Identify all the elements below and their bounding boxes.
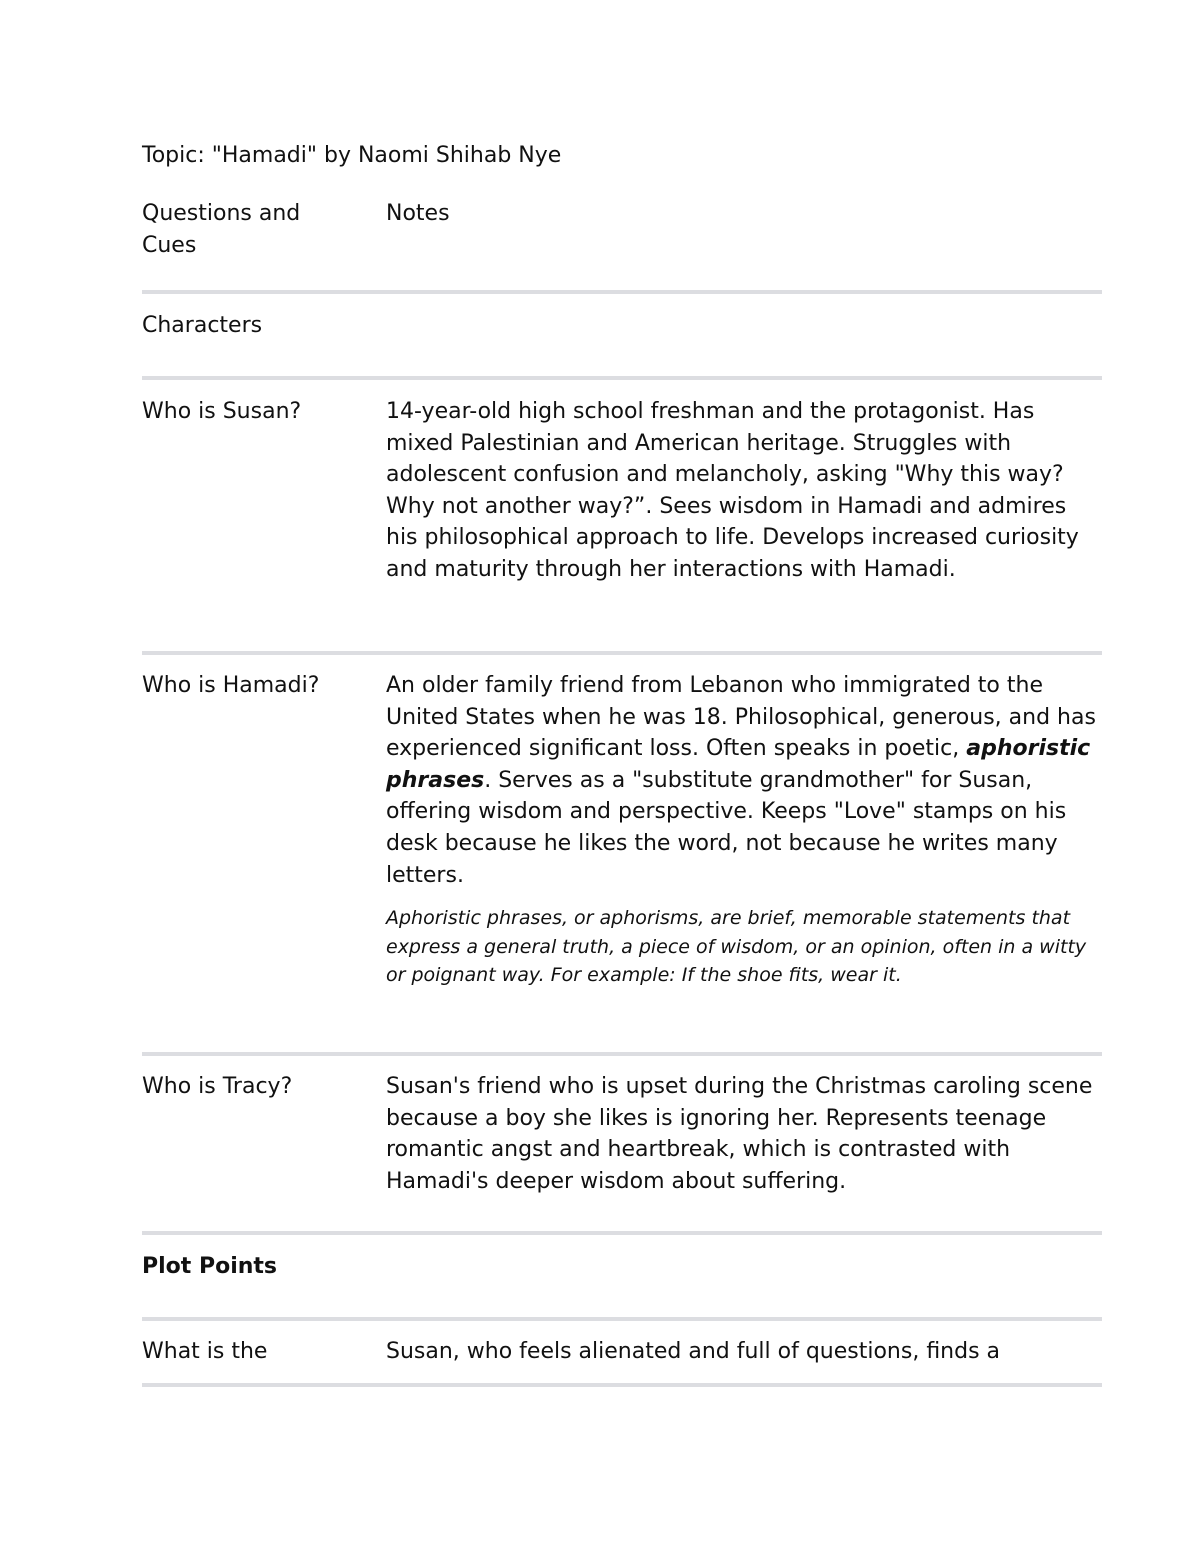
characters-section-label: Characters bbox=[142, 313, 263, 338]
row-divider bbox=[142, 1317, 1102, 1321]
hamadi-note-ending: . Serves as a "substitute grandmother" for Susan, offering wisdom and perspective. Keeps "Love" stamps on his desk because he likes the word, not because he writes many letters. bbox=[386, 767, 1067, 888]
hamadi-note-intro: An older family friend from Lebanon who immigrated to the United States when he was 18. Philosophical, generous, and has experienced significant loss. Often speaks in poetic, bbox=[386, 673, 1096, 762]
row-divider bbox=[142, 651, 1102, 655]
tracy-question: Who is Tracy? bbox=[142, 1074, 293, 1099]
questions-and-cues-header: Questions and Cues bbox=[142, 201, 301, 258]
hamadi-description bbox=[386, 670, 1102, 891]
aphoristic-phrases-term: aphoristic phrases bbox=[386, 736, 1091, 793]
hamadi-note bbox=[386, 670, 1102, 990]
row-divider bbox=[142, 376, 1102, 380]
susan-note: 14-year-old high school freshman and the protagonist. Has mixed Palestinian and American heritage. Struggles with adolescent confusion and melancholy, asking "Why this way? Why not another way?”. Sees wisdom in Hamadi and admires his philosophical approach to life. Develops increased curiosity and maturity through her interactions with Hamadi. bbox=[386, 399, 1079, 582]
row-divider bbox=[142, 1052, 1102, 1056]
plot-question: What is the bbox=[142, 1339, 268, 1364]
row-divider bbox=[142, 290, 1102, 294]
row-divider bbox=[142, 1383, 1102, 1387]
row-divider bbox=[142, 1231, 1102, 1235]
plot-points-section-label: Plot Points bbox=[142, 1254, 278, 1279]
aphorism-definition: Aphoristic phrases, or aphorisms, are brief, memorable statements that express a general truth, a piece of wisdom, or an opinion, often in a witty or poignant way. For example: If the shoe fits, wear it. bbox=[386, 907, 1087, 987]
plot-note: Susan, who feels alienated and full of questions, finds a bbox=[386, 1339, 1001, 1364]
notes-page bbox=[142, 0, 1102, 1553]
hamadi-question: Who is Hamadi? bbox=[142, 673, 320, 698]
notes-header: Notes bbox=[386, 201, 450, 226]
tracy-note: Susan's friend who is upset during the Christmas caroling scene because a boy she likes is ignoring her. Represents teenage romantic angst and heartbreak, which is contrasted with Hamadi's deeper wisdom about suffering. bbox=[386, 1074, 1093, 1194]
topic-heading: Topic: "Hamadi" by Naomi Shihab Nye bbox=[142, 143, 562, 168]
susan-question: Who is Susan? bbox=[142, 399, 302, 424]
